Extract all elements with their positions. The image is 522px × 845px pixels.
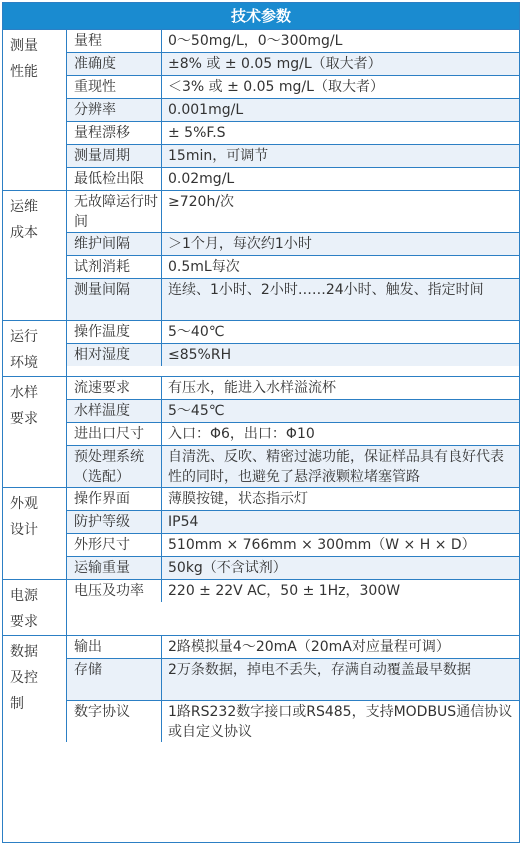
- param-cell: 测量间隔: [67, 279, 162, 320]
- value-cell: 薄膜按键，状态指示灯: [168, 491, 308, 507]
- param-cell: 准确度: [67, 53, 162, 75]
- value-cell: IP54: [168, 514, 199, 530]
- value-cell: 有压水，能进入水样溢流杯: [168, 380, 336, 396]
- param-cell: 操作界面: [67, 488, 162, 510]
- category-cell: 数据 及控 制: [3, 636, 67, 742]
- param-cell: 数字协议: [67, 701, 162, 742]
- spec-table: [2, 2, 520, 843]
- value-cell: ≤85%RH: [168, 347, 232, 363]
- param-cell: 外形尺寸: [67, 534, 162, 556]
- table-row: [67, 256, 519, 279]
- param-cell: 量程漂移: [67, 122, 162, 144]
- value-cell: 220 ± 22V AC，50 ± 1Hz，300W: [168, 583, 401, 599]
- category-cell: 水样 要求: [3, 377, 67, 487]
- category-cell: 电源 要求: [3, 580, 67, 635]
- table-row: [67, 423, 519, 446]
- table-group: [3, 191, 519, 321]
- param-cell: 流速要求: [67, 377, 162, 399]
- table-row: [67, 701, 519, 742]
- table-row: [67, 488, 519, 511]
- group-rows: [67, 321, 519, 376]
- table-title: 技术参数: [3, 3, 519, 30]
- table-body: [3, 30, 519, 742]
- param-cell: 运输重量: [67, 557, 162, 579]
- value-cell: 0.5mL每次: [168, 259, 240, 275]
- table-row: [67, 400, 519, 423]
- table-row: [67, 122, 519, 145]
- table-row: [67, 557, 519, 579]
- value-cell: 5～45℃: [168, 403, 225, 419]
- param-cell: 分辨率: [67, 99, 162, 121]
- table-row: [67, 659, 519, 701]
- value-cell: 50kg（不含试剂）: [168, 560, 287, 576]
- table-row: [67, 580, 519, 602]
- table-group: [3, 636, 519, 742]
- table-row: [67, 30, 519, 53]
- group-rows: [67, 191, 519, 320]
- param-cell: 电压及功率: [67, 580, 162, 602]
- table-group: [3, 321, 519, 377]
- category-cell: 外观 设计: [3, 488, 67, 579]
- table-row: [67, 377, 519, 400]
- value-cell: 15min，可调节: [168, 148, 269, 164]
- table-row: [67, 145, 519, 168]
- value-cell: 0.02mg/L: [168, 171, 235, 187]
- value-cell: ≥720h/次: [168, 194, 235, 210]
- table-group: [3, 580, 519, 636]
- category-cell: 运行 环境: [3, 321, 67, 376]
- group-rows: [67, 636, 519, 742]
- value-cell: 5～40℃: [168, 324, 225, 340]
- param-cell: 防护等级: [67, 511, 162, 533]
- param-cell: 存储: [67, 659, 162, 700]
- group-rows: [67, 377, 519, 487]
- value-cell: ±8% 或 ± 0.05 mg/L（取大者）: [168, 56, 382, 72]
- param-cell: 无故障运行时间: [67, 191, 162, 232]
- table-row: [67, 76, 519, 99]
- table-row: [67, 99, 519, 122]
- param-cell: 重现性: [67, 76, 162, 98]
- table-row: [67, 321, 519, 344]
- table-row: [67, 191, 519, 233]
- value-cell: 连续、1小时、2小时……24小时、触发、指定时间: [168, 282, 484, 298]
- table-row: [67, 344, 519, 366]
- category-cell: 运维 成本: [3, 191, 67, 320]
- value-cell: 2万条数据，掉电不丢失，存满自动覆盖最早数据: [168, 662, 471, 678]
- table-row: [67, 233, 519, 256]
- value-cell: 510mm × 766mm × 300mm（W × H × D）: [168, 537, 476, 553]
- value-cell: ± 5%F.S: [168, 125, 226, 141]
- value-cell: ＞1个月，每次约1小时: [168, 236, 312, 252]
- param-cell: 维护间隔: [67, 233, 162, 255]
- group-rows: [67, 488, 519, 579]
- value-cell: 自清洗、反吹、精密过滤功能，保证样品具有良好代表性的同时，也避免了悬浮液颗粒堵塞管路: [168, 449, 504, 485]
- table-group: [3, 30, 519, 191]
- value-cell: 入口：Φ6，出口：Φ10: [168, 426, 315, 442]
- table-row: [67, 511, 519, 534]
- table-group: [3, 488, 519, 580]
- table-row: [67, 534, 519, 557]
- value-cell: 0.001mg/L: [168, 102, 244, 118]
- param-cell: 试剂消耗: [67, 256, 162, 278]
- group-rows: [67, 580, 519, 635]
- group-rows: [67, 30, 519, 190]
- param-cell: 水样温度: [67, 400, 162, 422]
- table-row: [67, 636, 519, 659]
- category-cell: 测量 性能: [3, 30, 67, 190]
- table-row: [67, 53, 519, 76]
- param-cell: 输出: [67, 636, 162, 658]
- table-group: [3, 377, 519, 488]
- value-cell: 1路RS232数字接口或RS485，支持MODBUS通信协议或自定义协议: [168, 704, 513, 740]
- table-row: [67, 446, 519, 487]
- table-row: [67, 279, 519, 320]
- value-cell: 2路模拟量4～20mA（20mA对应量程可调）: [168, 639, 450, 655]
- table-row: [67, 168, 519, 190]
- param-cell: 相对湿度: [67, 344, 162, 366]
- param-cell: 操作温度: [67, 321, 162, 343]
- param-cell: 进出口尺寸: [67, 423, 162, 445]
- param-cell: 预处理系统（选配）: [67, 446, 162, 487]
- param-cell: 最低检出限: [67, 168, 162, 190]
- value-cell: ＜3% 或 ± 0.05 mg/L（取大者）: [168, 79, 384, 95]
- param-cell: 测量周期: [67, 145, 162, 167]
- value-cell: 0～50mg/L，0～300mg/L: [168, 33, 343, 49]
- param-cell: 量程: [67, 30, 162, 52]
